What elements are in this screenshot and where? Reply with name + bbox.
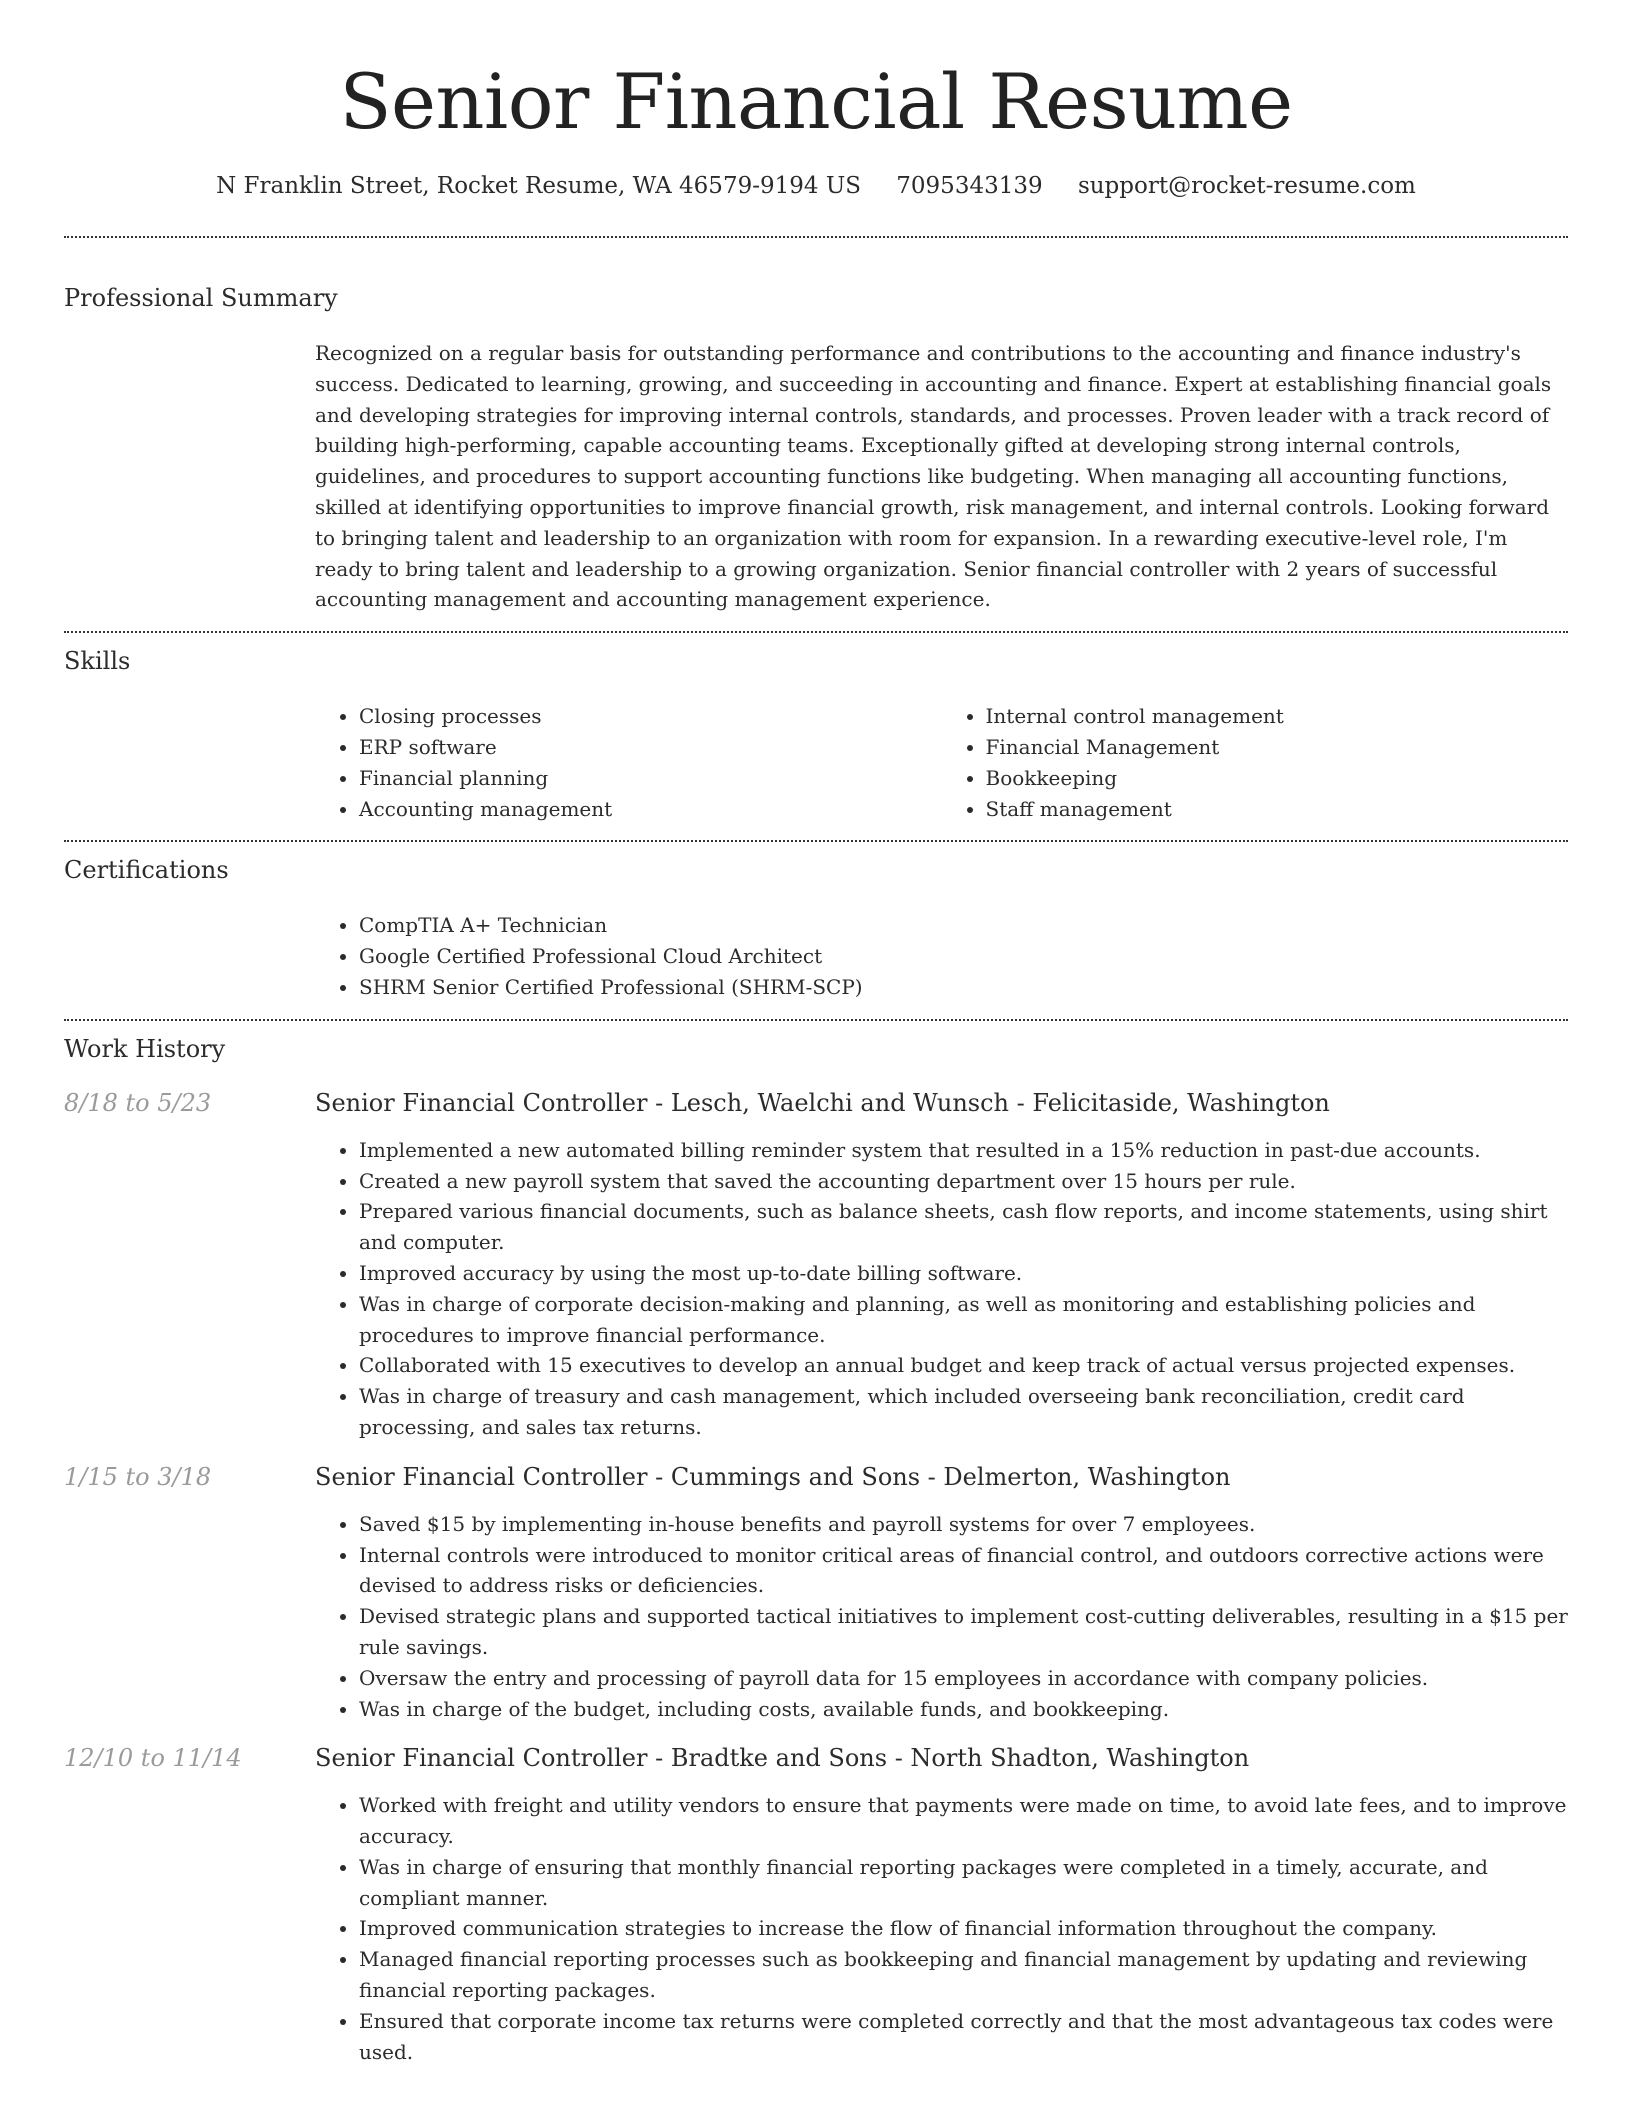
list-item: • CompTIA A+ Technician — [359, 910, 1568, 941]
list-item: • Devised strategic plans and supported tactical initiatives to implement cost-cutting deliverables, resulting in a $15 per rule savings. — [359, 1601, 1568, 1663]
resume-page — [64, 0, 1568, 2067]
job-entry — [64, 1461, 1568, 1725]
section-heading-work-history: Work History — [64, 1034, 226, 1063]
skills-list — [315, 701, 1568, 824]
contact-line — [64, 170, 1568, 202]
list-item: • Was in charge of corporate decision-making and planning, as well as monitoring and establishing policies and procedures to improve financial performance. — [359, 1289, 1568, 1351]
list-item: • Implemented a new automated billing reminder system that resulted in a 15% reduction in past-due accounts. — [359, 1135, 1568, 1166]
contact-phone: 7095343139 — [896, 173, 1043, 199]
list-item: • Staff management — [986, 794, 1569, 825]
contact-email: support@rocket-resume.com — [1077, 173, 1416, 199]
list-item: • Closing processes — [359, 701, 942, 732]
list-item: • Was in charge of treasury and cash management, which included overseeing bank reconciliation, credit card processing, and sales tax returns. — [359, 1381, 1568, 1443]
list-item: • Prepared various financial documents, such as balance sheets, cash flow reports, and income statements, using shirt and computer. — [359, 1196, 1568, 1258]
list-item: • Internal control management — [986, 701, 1569, 732]
list-item: • Financial planning — [359, 763, 942, 794]
job-bullets — [315, 1135, 1568, 1443]
section-divider — [64, 236, 1568, 238]
list-item: • SHRM Senior Certified Professional (SHRM-SCP) — [359, 972, 1568, 1003]
list-item: • ERP software — [359, 732, 942, 763]
list-item: • Bookkeeping — [986, 763, 1569, 794]
section-heading-certifications: Certifications — [64, 856, 229, 885]
certifications-list — [315, 910, 1568, 1002]
resume-title: Senior Financial Resume — [339, 57, 1293, 146]
job-title: Senior Financial Controller - Bradtke and Sons - North Shadton, Washington — [315, 1744, 1250, 1773]
list-item: • Oversaw the entry and processing of payroll data for 15 employees in accordance with company policies. — [359, 1663, 1568, 1694]
list-item: • Created a new payroll system that saved the accounting department over 15 hours per rule. — [359, 1166, 1568, 1197]
list-item: • Accounting management — [359, 794, 942, 825]
job-dates: 12/10 to 11/14 — [64, 1744, 242, 1773]
list-item: • Financial Management — [986, 732, 1569, 763]
section-divider — [64, 840, 1568, 842]
job-bullets — [315, 1790, 1568, 2067]
job-entry — [64, 1742, 1568, 2067]
section-divider — [64, 631, 1568, 633]
section-divider — [64, 1019, 1568, 1021]
list-item: • Saved $15 by implementing in-house benefits and payroll systems for over 7 employees. — [359, 1509, 1568, 1540]
list-item: • Worked with freight and utility vendors to ensure that payments were made on time, to avoid late fees, and to improve accuracy. — [359, 1790, 1568, 1852]
job-bullets — [315, 1509, 1568, 1725]
list-item: • Ensured that corporate income tax returns were completed correctly and that the most advantageous tax codes were used. — [359, 2006, 1568, 2068]
job-entry — [64, 1087, 1568, 1443]
list-item: • Was in charge of the budget, including costs, available funds, and bookkeeping. — [359, 1694, 1568, 1725]
list-item: • Managed financial reporting processes such as bookkeeping and financial management by updating and reviewing financial reporting packages. — [359, 1944, 1568, 2006]
job-dates: 8/18 to 5/23 — [64, 1088, 212, 1117]
skills-column-left — [315, 701, 942, 824]
job-title: Senior Financial Controller - Cummings and Sons - Delmerton, Washington — [315, 1462, 1231, 1491]
list-item: • Google Certified Professional Cloud Architect — [359, 941, 1568, 972]
job-title: Senior Financial Controller - Lesch, Waelchi and Wunsch - Felicitaside, Washington — [315, 1088, 1330, 1117]
list-item: • Was in charge of ensuring that monthly financial reporting packages were completed in a timely, accurate, and compliant manner. — [359, 1852, 1568, 1914]
list-item: • Internal controls were introduced to monitor critical areas of financial control, and outdoors corrective actions were devised to address risks or deficiencies. — [359, 1540, 1568, 1602]
job-dates: 1/15 to 3/18 — [64, 1462, 212, 1491]
summary-text: Recognized on a regular basis for outstanding performance and contributions to the accounting and finance industry's success. Dedicated to learning, growing, and succeeding in accounting and finance. Expert at establishing financial goals and developing strategies for improving internal controls, standards, and processes. Proven leader with a track record of building high-performing, capable accounting teams. Exceptionally gifted at developing strong internal controls, guidelines, and procedures to support accounting functions like budgeting. When managing all accounting functions, skilled at identifying opportunities to improve financial growth, risk management, and internal controls. Looking forward to bringing talent and leadership to an organization with room for expansion. In a rewarding executive-level role, I'm ready to bring talent and leadership to a growing organization. Senior financial controller with 2 years of successful accounting management and accounting management experience. — [315, 341, 1552, 612]
list-item: • Improved communication strategies to increase the flow of financial information throughout the company. — [359, 1913, 1568, 1944]
section-heading-skills: Skills — [64, 647, 131, 676]
list-item: • Collaborated with 15 executives to develop an annual budget and keep track of actual versus projected expenses. — [359, 1350, 1568, 1381]
contact-address: N Franklin Street, Rocket Resume, WA 46579-9194 US — [216, 173, 861, 199]
list-item: • Improved accuracy by using the most up-to-date billing software. — [359, 1258, 1568, 1289]
section-heading-summary: Professional Summary — [64, 284, 338, 312]
skills-column-right — [942, 701, 1569, 824]
